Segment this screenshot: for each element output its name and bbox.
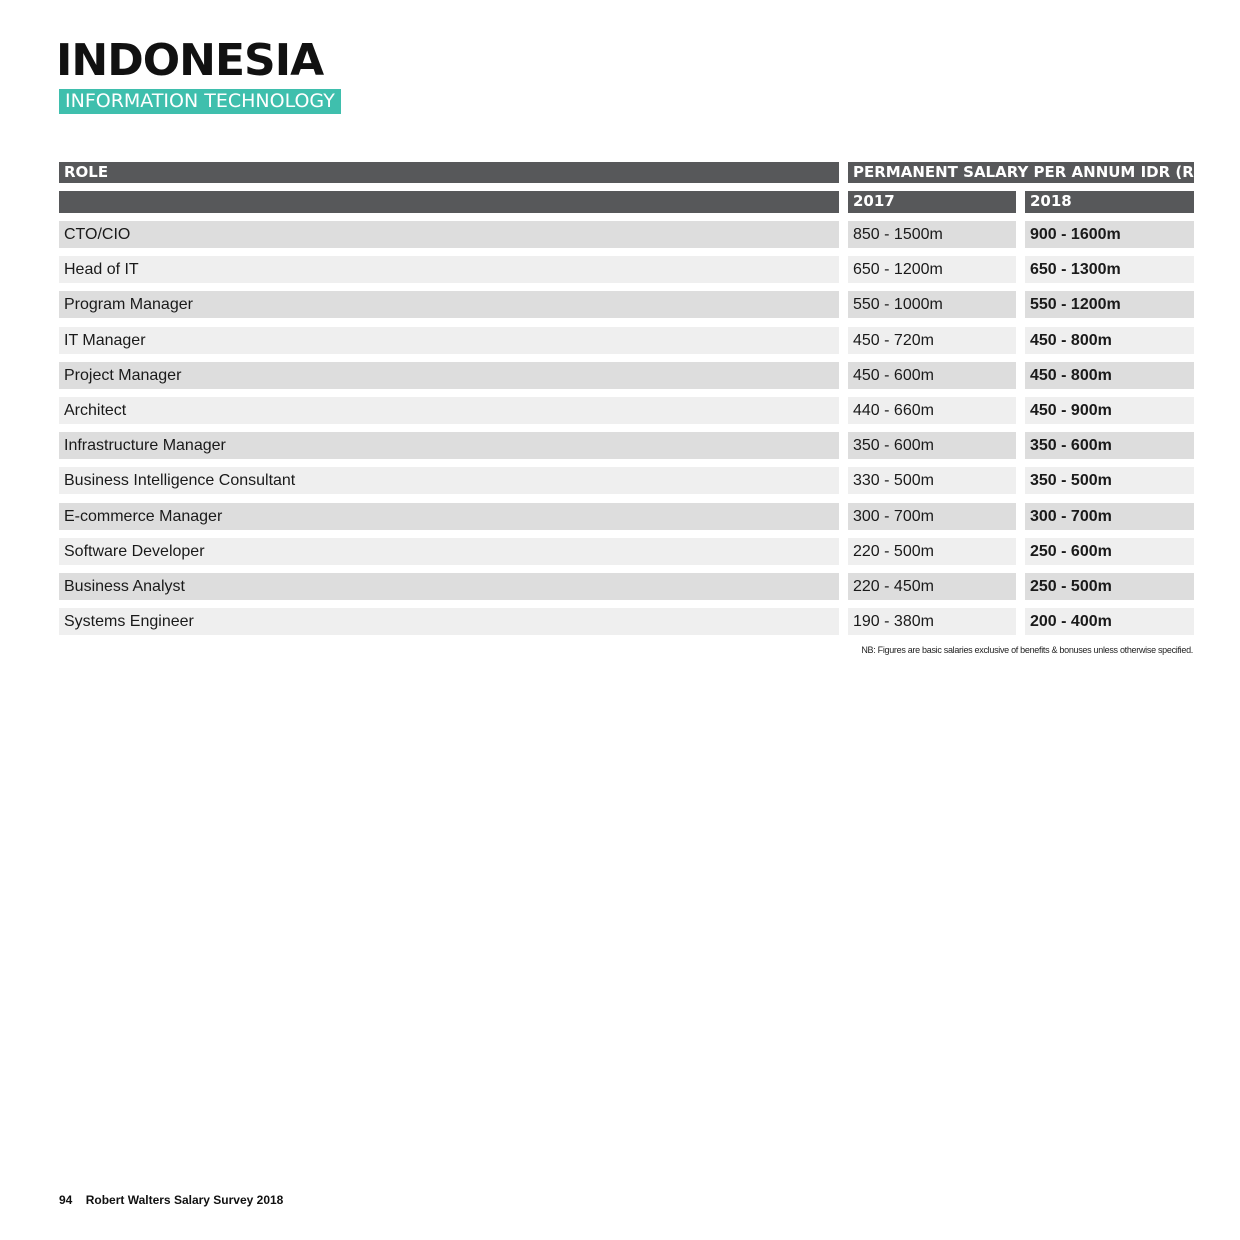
table-row (59, 608, 1194, 635)
salary-2017-cell: 550 - 1000m (848, 291, 1016, 318)
publication-title: Robert Walters Salary Survey 2018 (85, 1193, 284, 1207)
salary-2017-cell: 300 - 700m (848, 503, 1016, 530)
table-row (59, 327, 1194, 354)
salary-2017-cell: 450 - 600m (848, 362, 1016, 389)
year-2017-header: 2017 (848, 191, 1016, 213)
year-2018-header: 2018 (1025, 191, 1194, 213)
page-number: 94 (59, 1193, 73, 1207)
role-column-header: ROLE (59, 162, 839, 183)
role-cell: Head of IT (59, 256, 839, 283)
salary-2018-cell: 250 - 500m (1025, 573, 1194, 600)
role-cell: Systems Engineer (59, 608, 839, 635)
role-cell: IT Manager (59, 327, 839, 354)
salary-2018-cell: 200 - 400m (1025, 608, 1194, 635)
salary-2017-cell: 850 - 1500m (848, 221, 1016, 248)
table-row (59, 573, 1194, 600)
role-cell: E-commerce Manager (59, 503, 839, 530)
salary-2018-cell: 300 - 700m (1025, 503, 1194, 530)
role-cell: Infrastructure Manager (59, 432, 839, 459)
salary-2018-cell: 900 - 1600m (1025, 221, 1194, 248)
role-cell: Project Manager (59, 362, 839, 389)
table-row (59, 432, 1194, 459)
salary-2018-cell: 350 - 600m (1025, 432, 1194, 459)
salary-2017-cell: 450 - 720m (848, 327, 1016, 354)
page-title: INDONESIA (56, 35, 324, 86)
table-row (59, 397, 1194, 424)
table-row (59, 256, 1194, 283)
role-subheader-blank (59, 191, 839, 213)
salary-2018-cell: 250 - 600m (1025, 538, 1194, 565)
salary-column-header: PERMANENT SALARY PER ANNUM IDR (RP) (848, 162, 1194, 183)
salary-2018-cell: 350 - 500m (1025, 467, 1194, 494)
salary-2018-cell: 450 - 800m (1025, 327, 1194, 354)
section-subtitle: INFORMATION TECHNOLOGY (59, 89, 341, 114)
role-cell: Business Intelligence Consultant (59, 467, 839, 494)
salary-2018-cell: 650 - 1300m (1025, 256, 1194, 283)
table-row (59, 221, 1194, 248)
table-row (59, 467, 1194, 494)
table-row (59, 362, 1194, 389)
salary-2017-cell: 330 - 500m (848, 467, 1016, 494)
salary-2018-cell: 450 - 900m (1025, 397, 1194, 424)
page-footer (59, 1193, 283, 1207)
role-cell: Software Developer (59, 538, 839, 565)
salary-2017-cell: 440 - 660m (848, 397, 1016, 424)
role-cell: Architect (59, 397, 839, 424)
salary-2017-cell: 350 - 600m (848, 432, 1016, 459)
salary-2018-cell: 550 - 1200m (1025, 291, 1194, 318)
role-cell: Business Analyst (59, 573, 839, 600)
role-cell: CTO/CIO (59, 221, 839, 248)
salary-2017-cell: 220 - 500m (848, 538, 1016, 565)
salary-2017-cell: 190 - 380m (848, 608, 1016, 635)
footnote: NB: Figures are basic salaries exclusive of benefits & bonuses unless otherwise specified. (861, 645, 1193, 655)
table-row (59, 538, 1194, 565)
salary-2018-cell: 450 - 800m (1025, 362, 1194, 389)
salary-2017-cell: 650 - 1200m (848, 256, 1016, 283)
table-row (59, 503, 1194, 530)
salary-2017-cell: 220 - 450m (848, 573, 1016, 600)
role-cell: Program Manager (59, 291, 839, 318)
table-row (59, 291, 1194, 318)
